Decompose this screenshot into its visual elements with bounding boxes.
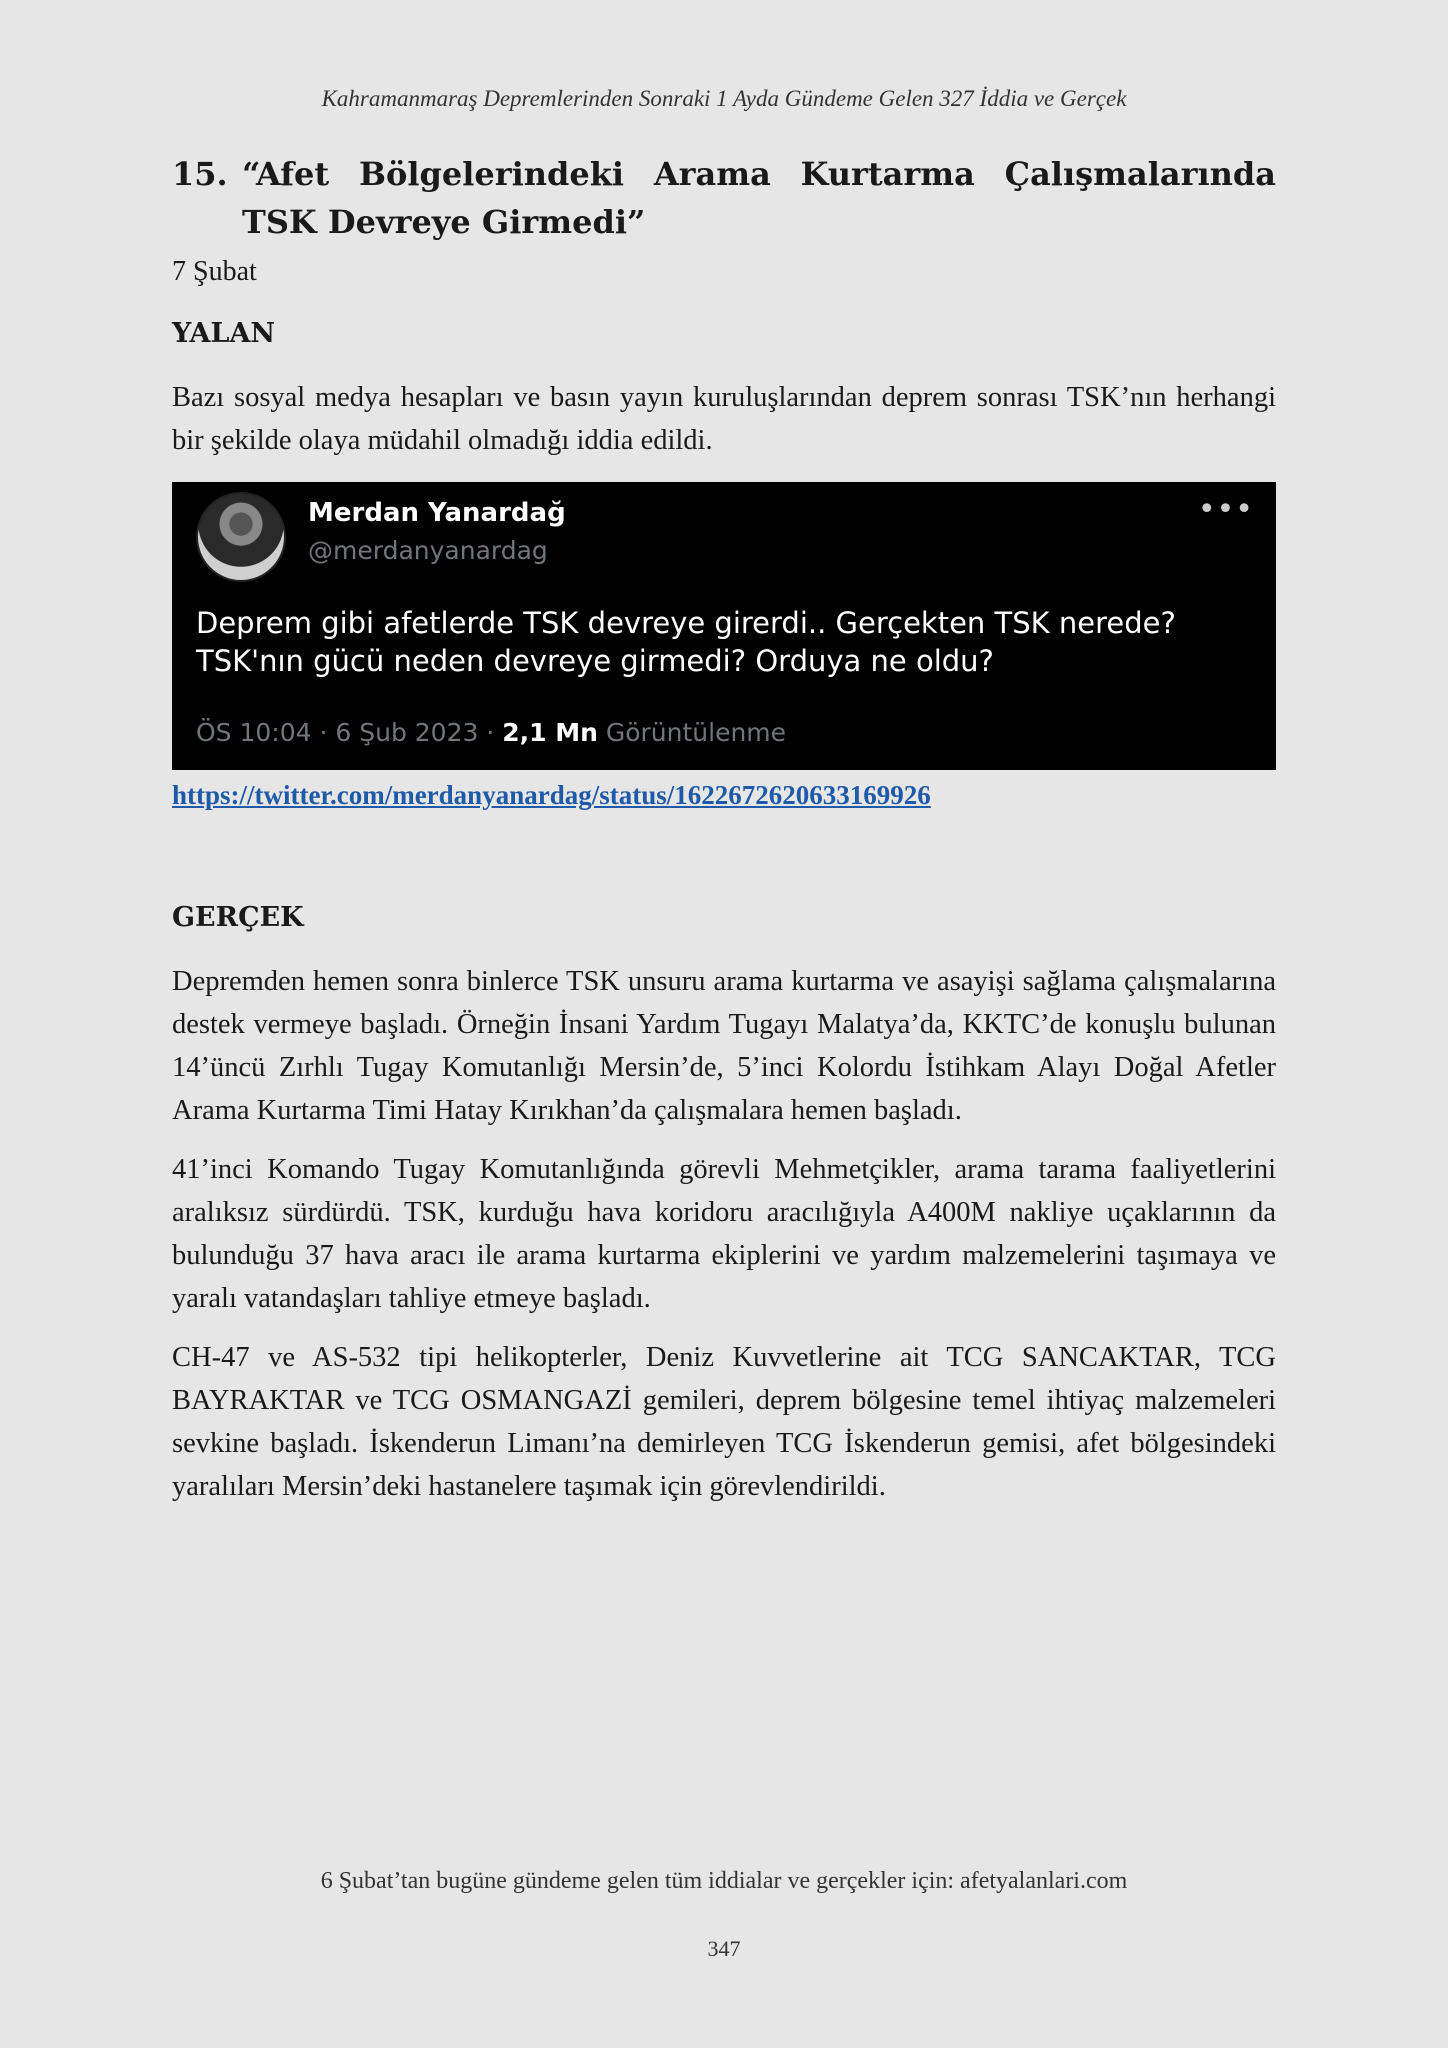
source-link[interactable]: https://twitter.com/merdanyanardag/status/1622672620633169926 xyxy=(172,780,931,810)
fact-paragraph-2: 41’inci Komando Tugay Komutanlığında görevli Mehmetçikler, arama tarama faaliyetlerini aralıksız sürdürdü. TSK, kurduğu hava koridoru aracılığıyla A400M nakliye uçaklarının da bulunduğu 37 hava aracı ile arama kurtarma ekiplerini ve yardım malzemelerini taşımaya ve yaralı vatandaşları tahliye etmeye başladı. xyxy=(172,1154,1276,1314)
tweet-views-label: Görüntülenme xyxy=(597,718,787,747)
tweet-author-name: Merdan Yanardağ xyxy=(308,498,566,528)
tweet-text: Deprem gibi afetlerde TSK devreye girerdi.. Gerçekten TSK nerede? TSK'nın gücü neden devreye girmedi? Orduya ne oldu? xyxy=(196,606,1176,678)
fact-paragraph-3: CH-47 ve AS-532 tipi helikopterler, Deniz Kuvvetlerine ait TCG SANCAKTAR, TCG BAYRAKTAR ve TCG OSMANGAZİ gemileri, deprem bölgesine temel ihtiyaç malzemeleri sevkine başladı. İskenderun Limanı’na demirleyen TCG İskenderun gemisi, afet bölgesindeki yaralıları Mersin’deki hastanelere taşımak için görevlendirildi. xyxy=(172,1342,1276,1502)
tweet-handle: @merdanyanardag xyxy=(308,536,548,565)
tweet-views-count: 2,1 Mn xyxy=(502,718,598,747)
tweet-screenshot xyxy=(172,482,1276,770)
claim-title: “Afet Bölgelerindeki Arama Kurtarma Çalışmalarında TSK Devreye Girmedi” xyxy=(242,155,1276,241)
claim-date: 7 Şubat xyxy=(172,256,257,287)
claim-description: Bazı sosyal medya hesapları ve basın yayın kuruluşlarından deprem sonrası TSK’nın herhangi bir şekilde olaya müdahil olmadığı iddia edildi. xyxy=(172,382,1276,456)
more-options-icon: ••• xyxy=(1197,492,1254,527)
page-number: 347 xyxy=(707,1936,741,1961)
fact-label: GERÇEK xyxy=(172,902,304,933)
running-header: Kahramanmaraş Depremlerinden Sonraki 1 Ayda Gündeme Gelen 327 İddia ve Gerçek xyxy=(321,86,1127,111)
fact-paragraph-1: Depremden hemen sonra binlerce TSK unsuru arama kurtarma ve asayişi sağlama çalışmalarına destek vermeye başladı. Örneğin İnsani Yardım Tugayı Malatya’da, KKTC’de konuşlu bulunan 14’üncü Zırhlı Tugay Komutanlığı Mersin’de, 5’inci Kolordu İstihkam Alayı Doğal Afetler Arama Kurtarma Timi Hatay Kırıkhan’da çalışmalara hemen başladı. xyxy=(172,966,1276,1126)
avatar xyxy=(196,492,286,582)
tweet-meta xyxy=(196,718,786,747)
tweet-timestamp: ÖS 10:04 · 6 Şub 2023 · xyxy=(196,718,503,747)
claim-number: 15. xyxy=(172,155,228,193)
verdict-label: YALAN xyxy=(172,318,276,349)
claim-heading xyxy=(172,150,1276,246)
footer-note: 6 Şubat’tan bugüne gündeme gelen tüm iddialar ve gerçekler için: afetyalanlari.com xyxy=(320,1868,1128,1894)
